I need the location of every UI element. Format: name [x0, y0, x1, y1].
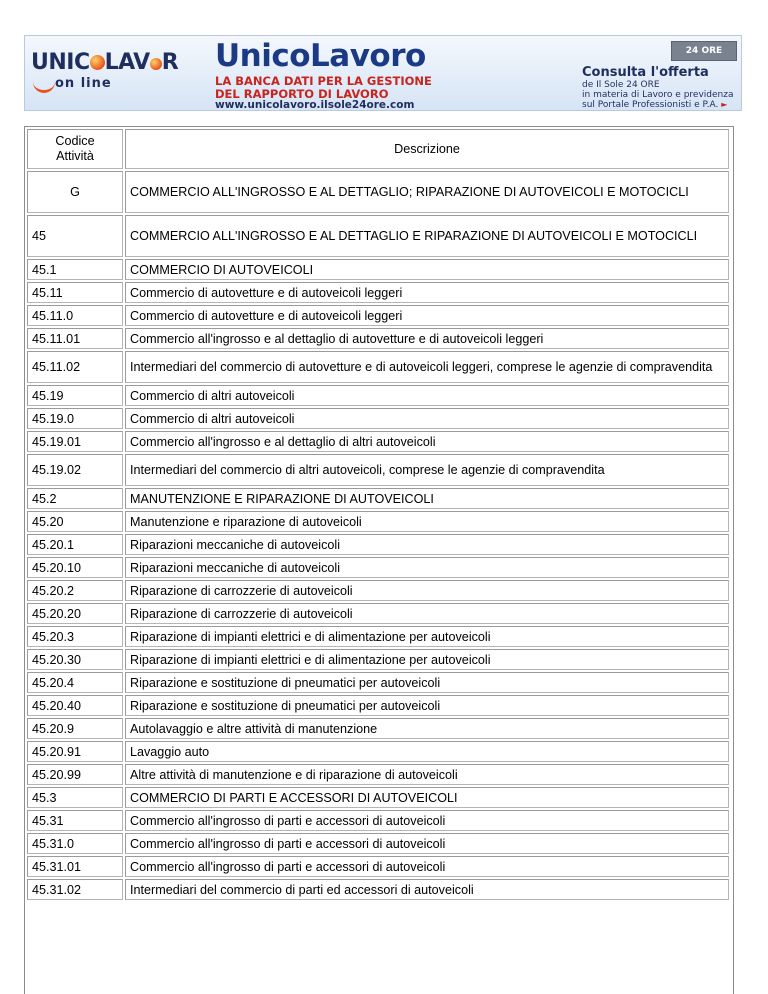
- cell-code: 45.20.2: [27, 580, 123, 601]
- cell-code: 45.31.02: [27, 879, 123, 900]
- table-row: [27, 672, 729, 693]
- sole24ore-badge: 24 ORE: [671, 41, 737, 61]
- cell-code: 45.20.20: [27, 603, 123, 624]
- cell-description: Commercio di altri autoveicoli: [125, 385, 729, 406]
- cell-description: Commercio all'ingrosso e al dettaglio di autovetture e di autoveicoli leggeri: [125, 328, 729, 349]
- table-row: [27, 580, 729, 601]
- cell-description: Intermediari del commercio di parti ed accessori di autoveicoli: [125, 879, 729, 900]
- table-row: [27, 557, 729, 578]
- cell-description: Riparazione di carrozzerie di autoveicoli: [125, 603, 729, 624]
- cell-description: Autolavaggio e altre attività di manutenzione: [125, 718, 729, 739]
- cell-description: Commercio di altri autoveicoli: [125, 408, 729, 429]
- cell-code: 45.31: [27, 810, 123, 831]
- cell-description: MANUTENZIONE E RIPARAZIONE DI AUTOVEICOLI: [125, 488, 729, 509]
- cell-code: 45.20.99: [27, 764, 123, 785]
- table-row: [27, 856, 729, 877]
- table-body: [27, 171, 729, 900]
- cell-description: Commercio all'ingrosso di parti e accessori di autoveicoli: [125, 856, 729, 877]
- cell-description: COMMERCIO DI AUTOVEICOLI: [125, 259, 729, 280]
- banner-promo: Consulta l'offerta de Il Sole 24 ORE in materia di Lavoro e previdenza sul Portale Professionisti e P.A. ►: [582, 65, 734, 110]
- table-row: [27, 764, 729, 785]
- cell-description: Commercio all'ingrosso e al dettaglio di altri autoveicoli: [125, 431, 729, 452]
- cell-description: Riparazione di carrozzerie di autoveicoli: [125, 580, 729, 601]
- table-row: [27, 431, 729, 452]
- cell-code: 45.20.9: [27, 718, 123, 739]
- table-row: [27, 351, 729, 383]
- cell-description: Riparazione di impianti elettrici e di alimentazione per autoveicoli: [125, 649, 729, 670]
- table-row: [27, 626, 729, 647]
- logo-sphere-icon: [150, 58, 162, 70]
- logo-swoosh-icon: [33, 80, 55, 93]
- cell-code: 45.20: [27, 511, 123, 532]
- cell-code: G: [27, 171, 123, 213]
- cell-description: Intermediari del commercio di autovetture e di autoveicoli leggeri, comprese le agenzie di compravendita: [125, 351, 729, 383]
- cell-description: Riparazione di impianti elettrici e di alimentazione per autoveicoli: [125, 626, 729, 647]
- cell-description: Commercio all'ingrosso di parti e accessori di autoveicoli: [125, 833, 729, 854]
- cell-code: 45.11.02: [27, 351, 123, 383]
- cell-description: Riparazione e sostituzione di pneumatici per autoveicoli: [125, 672, 729, 693]
- table-row: [27, 385, 729, 406]
- cell-code: 45.2: [27, 488, 123, 509]
- table-row: [27, 534, 729, 555]
- table-row: [27, 810, 729, 831]
- cell-description: Lavaggio auto: [125, 741, 729, 762]
- cell-code: 45.20.30: [27, 649, 123, 670]
- table-row: [27, 408, 729, 429]
- banner-subtitle: LA BANCA DATI PER LA GESTIONE DEL RAPPORTO DI LAVORO: [215, 74, 432, 101]
- header-description: Descrizione: [125, 129, 729, 169]
- cell-description: COMMERCIO ALL'INGROSSO E AL DETTAGLIO E RIPARAZIONE DI AUTOVEICOLI E MOTOCICLI: [125, 215, 729, 257]
- cell-code: 45: [27, 215, 123, 257]
- cell-code: 45.20.1: [27, 534, 123, 555]
- cell-description: Manutenzione e riparazione di autoveicoli: [125, 511, 729, 532]
- table-row: [27, 879, 729, 900]
- cell-code: 45.20.4: [27, 672, 123, 693]
- header-code: Codice Attività: [27, 129, 123, 169]
- ateco-table: [25, 127, 731, 902]
- logo-sphere-icon: [90, 55, 105, 70]
- cell-code: 45.1: [27, 259, 123, 280]
- cell-description: COMMERCIO ALL'INGROSSO E AL DETTAGLIO; RIPARAZIONE DI AUTOVEICOLI E MOTOCICLI: [125, 171, 729, 213]
- table-row: [27, 171, 729, 213]
- logo-wordmark: UNIC LAV R: [31, 50, 179, 75]
- table-row: [27, 328, 729, 349]
- banner-url: www.unicolavoro.ilsole24ore.com: [215, 99, 415, 111]
- table-row: [27, 718, 729, 739]
- cell-code: 45.19.0: [27, 408, 123, 429]
- cell-description: Altre attività di manutenzione e di riparazione di autoveicoli: [125, 764, 729, 785]
- unicolavoro-banner[interactable]: [24, 35, 742, 111]
- table-row: [27, 787, 729, 808]
- table-row: [27, 833, 729, 854]
- table-row: [27, 305, 729, 326]
- table-row: [27, 511, 729, 532]
- banner-title: UnicoLavoro: [215, 38, 426, 74]
- cell-code: 45.20.91: [27, 741, 123, 762]
- cell-description: Riparazione e sostituzione di pneumatici per autoveicoli: [125, 695, 729, 716]
- cell-code: 45.11.0: [27, 305, 123, 326]
- cell-description: Commercio all'ingrosso di parti e accessori di autoveicoli: [125, 810, 729, 831]
- cell-code: 45.19: [27, 385, 123, 406]
- cell-code: 45.20.10: [27, 557, 123, 578]
- cell-description: Intermediari del commercio di altri autoveicoli, comprese le agenzie di compravendita: [125, 454, 729, 486]
- table-row: [27, 603, 729, 624]
- table-row: [27, 454, 729, 486]
- cell-description: Riparazioni meccaniche di autoveicoli: [125, 557, 729, 578]
- cell-code: 45.31.0: [27, 833, 123, 854]
- table-row: [27, 695, 729, 716]
- cell-code: 45.3: [27, 787, 123, 808]
- cell-code: 45.20.40: [27, 695, 123, 716]
- cell-description: Riparazioni meccaniche di autoveicoli: [125, 534, 729, 555]
- table-row: [27, 215, 729, 257]
- unicolavoro-logo: [31, 50, 191, 100]
- ateco-table-frame: [24, 126, 734, 994]
- table-row: [27, 282, 729, 303]
- table-row: [27, 259, 729, 280]
- cell-code: 45.31.01: [27, 856, 123, 877]
- cell-code: 45.11: [27, 282, 123, 303]
- table-row: [27, 741, 729, 762]
- cell-code: 45.11.01: [27, 328, 123, 349]
- cell-description: Commercio di autovetture e di autoveicoli leggeri: [125, 282, 729, 303]
- cell-code: 45.20.3: [27, 626, 123, 647]
- cell-description: COMMERCIO DI PARTI E ACCESSORI DI AUTOVEICOLI: [125, 787, 729, 808]
- cell-code: 45.19.01: [27, 431, 123, 452]
- table-row: [27, 649, 729, 670]
- cell-description: Commercio di autovetture e di autoveicoli leggeri: [125, 305, 729, 326]
- table-row: [27, 488, 729, 509]
- logo-online-text: on line: [55, 76, 112, 91]
- promo-arrow-icon: ►: [721, 100, 728, 109]
- cell-code: 45.19.02: [27, 454, 123, 486]
